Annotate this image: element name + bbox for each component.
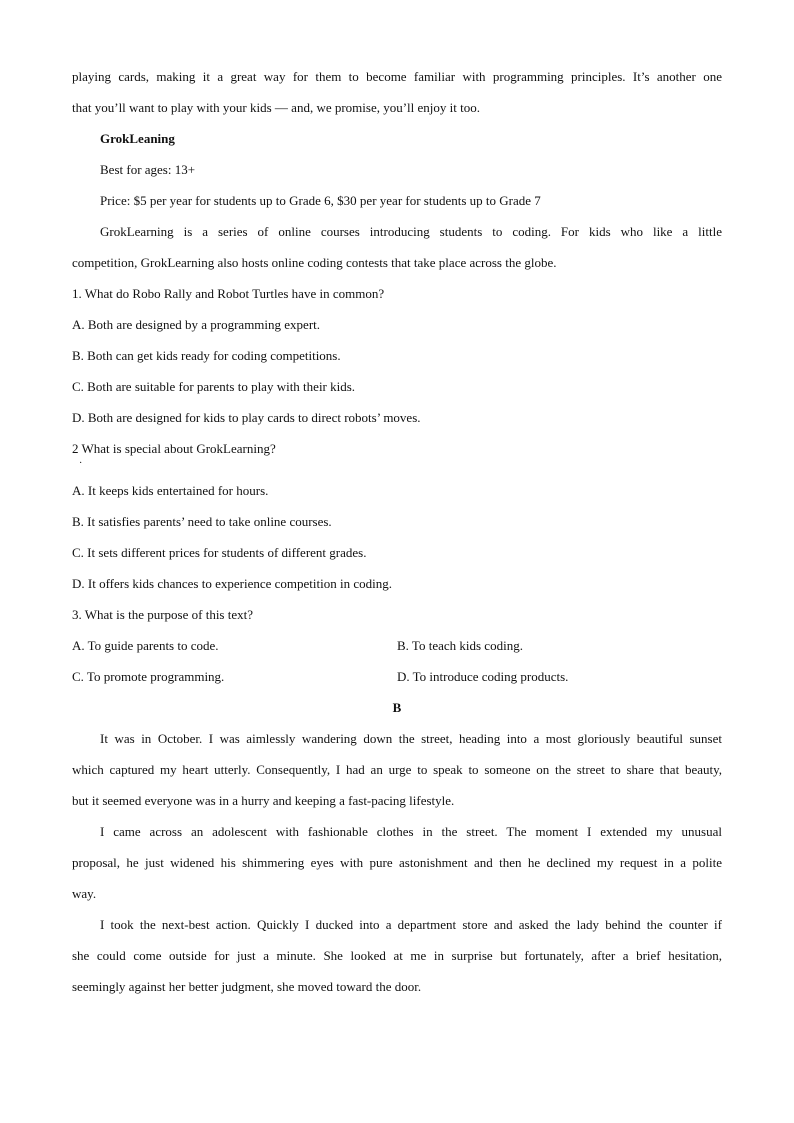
question-stem: 3. What is the purpose of this text? (72, 607, 254, 622)
question-option: C. It sets different prices for students of different grades. (72, 545, 367, 560)
product-description-line: competition, GrokLearning also hosts online coding contests that take place across the globe. (72, 255, 557, 270)
paragraph-line: proposal, he just widened his shimmering eyes with pure astonishment and then he declined my request in a polite (72, 855, 722, 870)
question-stem: 2 What is special about GrokLearning? (72, 441, 276, 456)
question-option: A. It keeps kids entertained for hours. (72, 483, 269, 498)
passage-a-text-line: that you’ll want to play with your kids — and, we promise, you’ll enjoy it too. (72, 100, 481, 115)
paragraph-line: she could come outside for just a minute. She looked at me in surprise but fortunately, after a brief hesitation, (72, 948, 722, 963)
option-row (72, 635, 722, 666)
paragraph-line: seemingly against her better judgment, she moved toward the door. (72, 979, 422, 994)
question-option: D. To introduce coding products. (397, 669, 569, 684)
section-b-paragraph-3 (72, 914, 722, 1007)
paragraph-line: It was in October. I was aimlessly wandering down the street, heading into a most gloriously beautiful sunset (100, 731, 722, 746)
section-heading: B (392, 700, 402, 715)
question-option: D. It offers kids chances to experience competition in coding. (72, 576, 392, 591)
question-option: A. To guide parents to code. (72, 638, 219, 653)
paragraph-line: I came across an adolescent with fashionable clothes in the street. The moment I extended my unusual (100, 824, 722, 839)
product-ages: Best for ages: 13+ (100, 162, 196, 177)
paragraph-line: way. (72, 886, 97, 901)
stray-dot-mark: · (79, 458, 83, 469)
paragraph-line: which captured my heart utterly. Consequently, I had an urge to speak to someone on the street to share that beauty, (72, 762, 722, 777)
section-b-paragraph-1 (72, 728, 722, 821)
section-b-paragraph-2 (72, 821, 722, 914)
product-price: Price: $5 per year for students up to Grade 6, $30 per year for students up to Grade 7 (100, 193, 541, 208)
product-description-line: GrokLearning is a series of online courses introducing students to coding. For kids who like a little (100, 224, 722, 239)
question-3 (72, 604, 722, 697)
question-option: A. Both are designed by a programming expert. (72, 317, 321, 332)
passage-a-text-line: playing cards, making it a great way for them to become familiar with programming principles. It’s another one (72, 69, 722, 84)
question-2 (72, 438, 722, 604)
question-option: B. It satisfies parents’ need to take online courses. (72, 514, 332, 529)
product-name: GrokLeaning (100, 131, 175, 146)
question-stem: 1. What do Robo Rally and Robot Turtles have in common? (72, 286, 385, 301)
question-option: C. To promote programming. (72, 669, 225, 684)
question-option: C. Both are suitable for parents to play with their kids. (72, 379, 356, 394)
document-page (72, 66, 722, 1007)
question-1 (72, 283, 722, 438)
paragraph-line: I took the next-best action. Quickly I ducked into a department store and asked the lady behind the counter if (100, 917, 722, 932)
option-row (72, 666, 722, 697)
question-stem-wrap (72, 438, 722, 480)
question-option: B. To teach kids coding. (397, 638, 523, 653)
question-option: D. Both are designed for kids to play cards to direct robots’ moves. (72, 410, 421, 425)
question-option: B. Both can get kids ready for coding competitions. (72, 348, 341, 363)
paragraph-line: but it seemed everyone was in a hurry and keeping a fast-pacing lifestyle. (72, 793, 455, 808)
